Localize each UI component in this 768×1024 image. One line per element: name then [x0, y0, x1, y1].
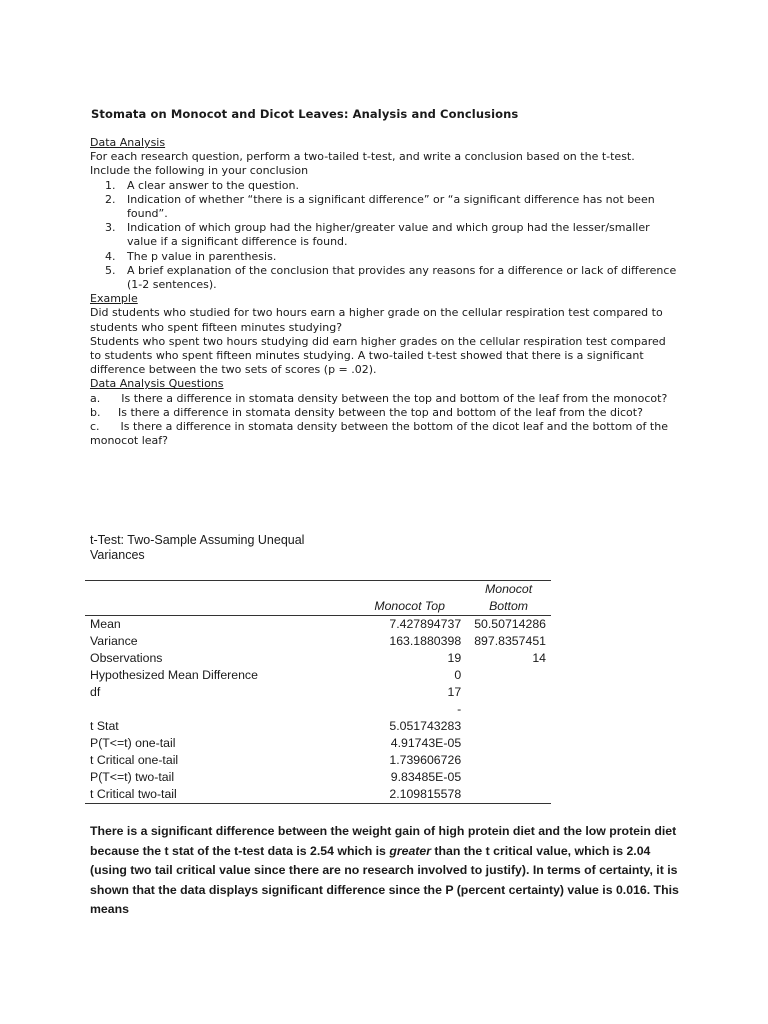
question-b: b. Is there a difference in stomata density between the top and bottom of the leaf from the dicot? — [90, 405, 643, 419]
table-row: Observations 19 14 — [90, 651, 546, 665]
table-row: t Critical two-tail 2.109815578 — [85, 786, 551, 804]
ttest-title-line-2: Variances — [90, 548, 145, 562]
instructions-block — [90, 136, 680, 448]
intro-line-2: Include the following in your conclusion — [90, 164, 309, 178]
example-question: Did students who studied for two hours earn a higher grade on the cellular respiration test compared to students who spent fifteen minutes studying? — [90, 306, 663, 334]
conclusion-part-1: There is a significant difference between the weight gain of high protein diet and the low protein diet because the t stat of the t-test data is 2.54 which is — [90, 824, 677, 858]
table-row: - — [457, 702, 462, 716]
table-row: t Critical one-tail 1.739606726 — [90, 753, 462, 767]
header-blank — [85, 581, 353, 616]
document-title: Stomata on Monocot and Dicot Leaves: Analysis and Conclusions — [91, 107, 519, 121]
example-answer: Students who spent two hours studying did earn higher grades on the cellular respiration test compared to students who spent fifteen minutes studying. A two-tailed t-test showed that there is a significant difference between the two sets of scores (p = .02). — [90, 334, 666, 377]
table-row: P(T<=t) two-tail 9.83485E-05 — [90, 770, 462, 784]
table-header-row — [85, 581, 551, 616]
conclusion-emphasis: greater — [389, 843, 432, 858]
example-heading: Example — [90, 292, 138, 306]
header-monocot-top: Monocot Top — [374, 599, 445, 613]
conclusion-paragraph — [90, 822, 685, 920]
table-row: Mean 7.427894737 50.50714286 — [90, 617, 546, 631]
conclusion-part-2: than the t critical value, which is 2.04 (using two tail critical value since there are no research involved to justify). In terms of certainty, it is shown that the data displays significant difference since the P (percent certainty) value is 0.016. This means — [90, 843, 679, 916]
table-row: df 17 — [90, 685, 462, 699]
header-monocot-bottom: Monocot Bottom — [485, 582, 533, 613]
ttest-title — [90, 533, 330, 563]
table-row: P(T<=t) one-tail 4.91743E-05 — [90, 736, 462, 750]
list-item: 3. Indication of which group had the higher/greater value and which group had the lesser/smaller value if a significant difference is found. — [105, 221, 650, 249]
data-analysis-heading: Data Analysis — [90, 136, 166, 149]
list-item: 5. A brief explanation of the conclusion that provides any reasons for a difference or lack of difference (1-2 sentences). — [105, 263, 677, 292]
table-row: Variance 163.1880398 897.8357451 — [90, 634, 546, 648]
table-row: t Stat 5.051743283 — [90, 719, 462, 733]
list-item: 4. The p value in parenthesis. — [105, 249, 277, 263]
conclusion-requirements-list — [90, 179, 680, 293]
table-row: Hypothesized Mean Difference 0 — [90, 668, 462, 682]
ttest-title-line-1: t-Test: Two-Sample Assuming Unequal — [90, 533, 305, 547]
list-item: 2. Indication of whether “there is a significant difference” or “a significant difference has not been found”. — [105, 192, 655, 221]
intro-line-1: For each research question, perform a two-tailed t-test, and write a conclusion based on the t-test. — [90, 150, 635, 164]
ttest-table — [85, 580, 551, 804]
questions-heading: Data Analysis Questions — [90, 377, 224, 391]
list-item: 1. A clear answer to the question. — [105, 178, 299, 192]
question-a: a. Is there a difference in stomata density between the top and bottom of the leaf from the monocot? — [90, 391, 668, 405]
question-c: c. Is there a difference in stomata density between the bottom of the dicot leaf and the bottom of the monocot leaf? — [90, 420, 668, 448]
